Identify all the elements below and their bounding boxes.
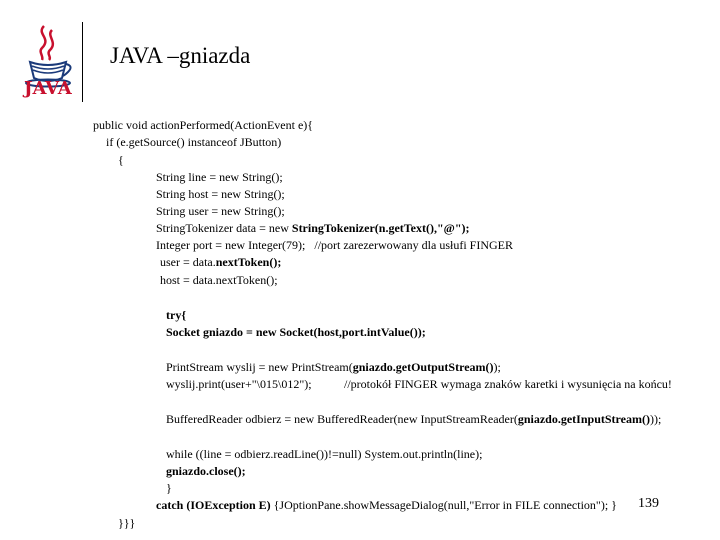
- code-line: Socket gniazdo = new Socket(host,port.intValue());: [166, 325, 426, 339]
- code-line: wyslij.print(user+"\015\012");: [166, 377, 312, 391]
- code-line: if (e.getSource() instanceof JButton): [106, 135, 282, 149]
- code-text: PrintStream wyslij = new PrintStream(: [166, 360, 353, 374]
- code-bold: StringTokenizer(n.getText(),"@");: [291, 221, 470, 235]
- code-comment: //protokół FINGER wymaga znaków karetki i wysunięcia na końcu!: [344, 377, 672, 391]
- java-logo-text: JAVA: [24, 78, 72, 99]
- code-line: {: [118, 153, 124, 167]
- code-line: }: [166, 481, 172, 495]
- code-line: }}}: [118, 516, 136, 530]
- code-line: String host = new String();: [156, 187, 285, 201]
- code-line: [166, 412, 661, 427]
- code-line: String user = new String();: [156, 204, 285, 218]
- code-text: );: [493, 360, 501, 374]
- code-bold: gniazdo.getOutputStream(): [352, 360, 494, 374]
- code-line: [156, 498, 617, 513]
- code-line: [156, 221, 469, 236]
- code-line: public void actionPerformed(ActionEvent e){: [93, 118, 314, 132]
- code-bold: nextToken();: [215, 255, 282, 269]
- code-bold: gniazdo.getInputStream(): [517, 412, 650, 426]
- code-line: String line = new String();: [156, 170, 283, 184]
- code-text: user = data.: [160, 255, 216, 269]
- code-text: StringTokenizer data = new: [156, 221, 292, 235]
- code-line: gniazdo.close();: [166, 464, 246, 478]
- code-text: BufferedReader odbierz = new BufferedReader(new InputStreamReader(: [166, 412, 518, 426]
- code-line: try{: [166, 308, 187, 322]
- code-line: [160, 255, 281, 270]
- code-line: Integer port = new Integer(79); //port zarezerwowany dla usłufi FINGER: [156, 238, 513, 252]
- java-logo: [22, 22, 74, 104]
- page-title: JAVA –gniazda: [110, 43, 251, 68]
- code-line: while ((line = odbierz.readLine())!=null) System.out.println(line);: [166, 447, 483, 461]
- code-line: host = data.nextToken();: [160, 273, 278, 287]
- code-bold: catch (IOException E): [156, 498, 274, 512]
- code-text: ));: [649, 412, 662, 426]
- code-text: {JOptionPane.showMessageDialog(null,"Error in FILE connection"); }: [273, 498, 617, 512]
- header-divider: [82, 22, 83, 102]
- page-number: 139: [638, 496, 659, 511]
- code-line: [166, 360, 501, 375]
